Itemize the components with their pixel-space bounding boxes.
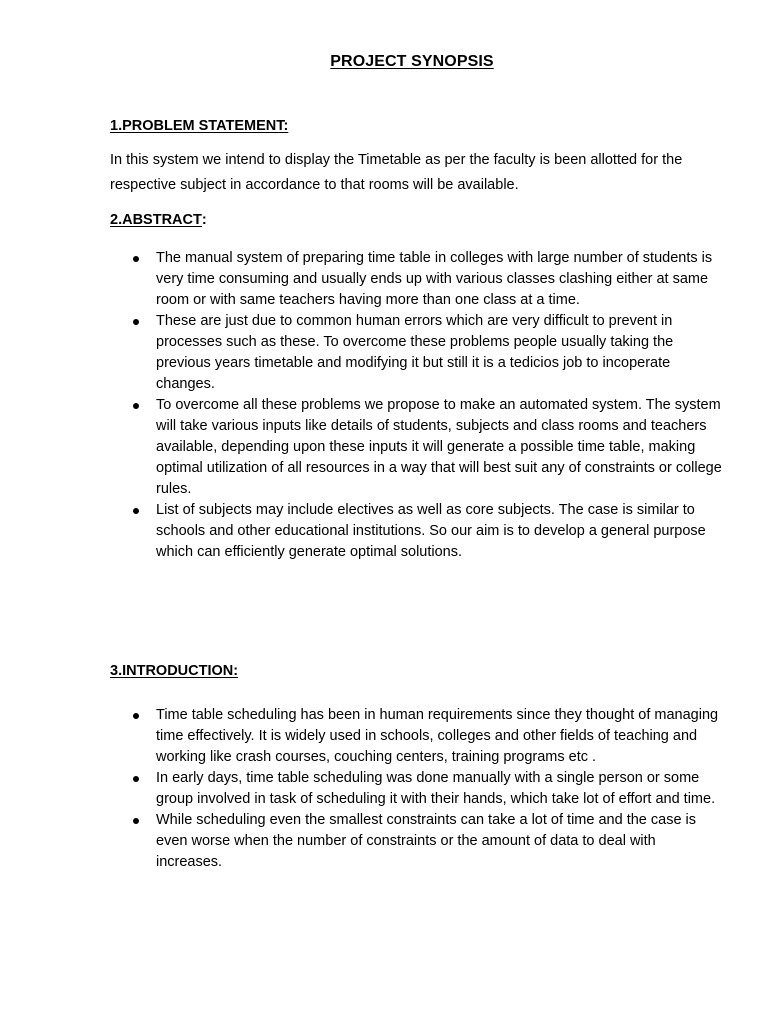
introduction-heading: 3.INTRODUCTION: <box>110 663 239 679</box>
list-item <box>110 311 722 395</box>
bullet-icon <box>133 256 139 262</box>
list-item <box>110 248 722 311</box>
abstract-heading-colon: : <box>201 212 207 228</box>
list-item-text: While scheduling even the smallest constraints can take a lot of time and the case is even worse when the number of constraints or the amount of data to deal with increases. <box>156 812 697 870</box>
bullet-icon <box>133 776 139 782</box>
bullet-icon <box>133 713 139 719</box>
list-item <box>110 768 722 810</box>
document-title: PROJECT SYNOPSIS <box>330 53 494 70</box>
list-item <box>110 705 722 768</box>
abstract-bullet-list <box>110 248 722 563</box>
bullet-icon <box>133 319 139 325</box>
list-item-text: To overcome all these problems we propose to make an automated system. The system will take various inputs like details of students, subjects and class rooms and teachers available, depending upon these inputs it will generate a possible time table, making optimal utilization of all resources in a way that will best suit any of constraints or college rules. <box>156 397 722 497</box>
bullet-icon <box>133 818 139 824</box>
list-item <box>110 810 722 873</box>
introduction-bullet-list <box>110 705 722 873</box>
bullet-icon <box>133 403 139 409</box>
list-item <box>110 395 722 500</box>
problem-statement-heading: 1.PROBLEM STATEMENT: <box>110 118 289 134</box>
list-item-text: Time table scheduling has been in human requirements since they thought of managing time effectively. It is widely used in schools, colleges and other fields of teaching and working like crash courses, couching centers, training programs etc . <box>156 707 719 765</box>
problem-statement-paragraph: In this system we intend to display the Timetable as per the faculty is been allotted for the respective subject in accordance to that rooms will be available. <box>110 152 683 193</box>
list-item-text: List of subjects may include electives as well as core subjects. The case is similar to schools and other educational institutions. So our aim is to develop a general purpose which can efficiently generate optimal solutions. <box>156 502 706 560</box>
bullet-icon <box>133 508 139 514</box>
list-item <box>110 500 722 563</box>
abstract-heading-text: 2.ABSTRACT <box>110 212 202 228</box>
list-item-text: In early days, time table scheduling was done manually with a single person or some group involved in task of scheduling it with their hands, which take lot of effort and time. <box>156 770 716 807</box>
list-item-text: The manual system of preparing time table in colleges with large number of students is very time consuming and usually ends up with various classes clashing either at same room or with same teachers having more than one class at a time. <box>156 250 713 308</box>
abstract-heading <box>110 212 207 228</box>
list-item-text: These are just due to common human errors which are very difficult to prevent in processes such as these. To overcome these problems people usually taking the previous years timetable and modifying it but still it is a tedicios job to incoperate changes. <box>156 313 674 392</box>
